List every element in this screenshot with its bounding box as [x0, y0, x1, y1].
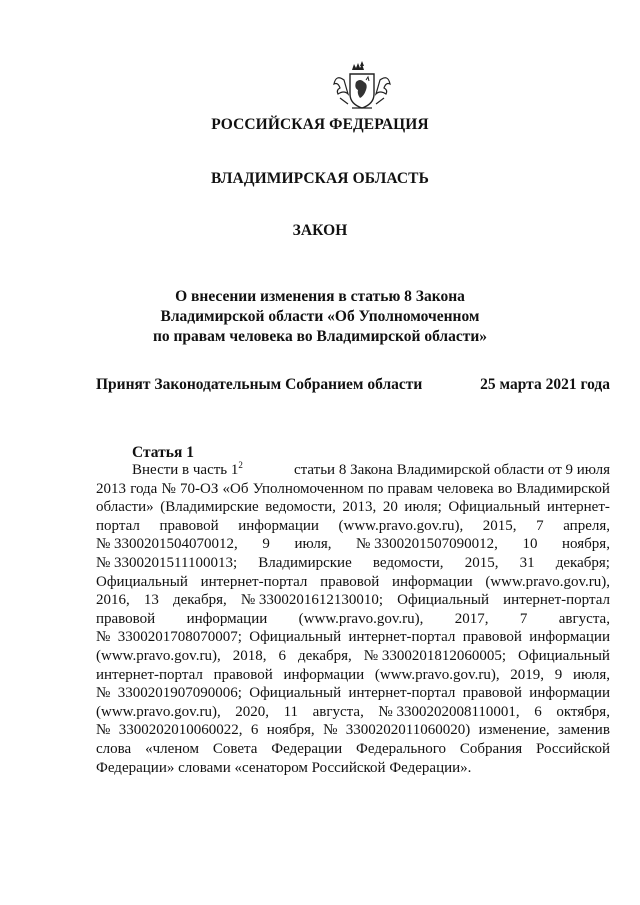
- word: 2019,: [510, 666, 545, 683]
- word: 6: [278, 647, 286, 664]
- word: 3300201907090006;: [117, 685, 242, 702]
- word: области»: [96, 499, 154, 516]
- article-line: [96, 591, 610, 610]
- article-line: [96, 480, 610, 499]
- word: правовой: [320, 573, 380, 590]
- word: человека: [436, 480, 494, 497]
- word: 2013,: [342, 499, 377, 516]
- word: 7: [536, 517, 544, 534]
- word: года: [130, 480, 158, 497]
- word: правовой: [213, 666, 273, 683]
- word: № 3300201504070012,: [96, 536, 238, 553]
- word: Федерального: [356, 740, 447, 757]
- word: ноября,: [266, 722, 315, 739]
- word: Владимирские: [258, 554, 352, 571]
- law-title: [0, 287, 640, 347]
- word: № 3300201812060005;: [363, 647, 507, 664]
- word: слова: [96, 740, 132, 757]
- law-title-line: по правам человека во Владимирской области»: [152, 328, 488, 345]
- law-title-line: Владимирской области «Об Уполномоченном: [160, 308, 480, 325]
- article-line: [96, 517, 610, 536]
- adoption-date: 25 марта 2021 года: [480, 376, 610, 393]
- word: информации: [529, 685, 610, 702]
- article-line: [96, 628, 610, 647]
- word: 2017,: [454, 610, 489, 627]
- word: информации: [529, 629, 610, 646]
- word: № 3300201511100013;: [96, 554, 238, 571]
- word: портал: [96, 517, 140, 534]
- word: 2013: [96, 480, 126, 497]
- word: Официальный: [96, 573, 188, 590]
- word: 7: [519, 610, 528, 627]
- word: интернет-портал: [348, 629, 456, 646]
- word: 2016,: [96, 592, 130, 609]
- word: (www.pravo.gov.ru),: [374, 666, 500, 683]
- word: июля;: [404, 499, 442, 516]
- word: декабря;: [555, 554, 610, 571]
- word: декабря,: [297, 647, 352, 664]
- word: №: [96, 629, 111, 646]
- word: 13: [143, 592, 159, 609]
- article-lines: [96, 480, 610, 759]
- word: 3300202010060022,: [118, 722, 243, 739]
- word: Официальный: [249, 685, 342, 702]
- article-line: [96, 535, 610, 554]
- word: 9: [554, 666, 563, 683]
- word: интернет-портал: [503, 592, 610, 609]
- word: № 3300201612130010;: [240, 592, 384, 609]
- word: 6: [534, 703, 542, 720]
- word: (www.pravo.gov.ru),: [96, 647, 221, 664]
- word: № 3300202008110001,: [378, 703, 520, 720]
- word: 70-ОЗ: [180, 480, 219, 497]
- word: 6: [250, 722, 259, 739]
- word: №: [323, 722, 338, 739]
- word: октября,: [556, 703, 610, 720]
- word: Совета: [212, 740, 258, 757]
- word: по: [367, 480, 384, 497]
- word: 3300202011060020): [345, 722, 471, 739]
- word: Российской: [536, 740, 610, 757]
- word: июля,: [572, 666, 610, 683]
- article-title: Статья 1: [132, 444, 194, 461]
- article-first-line: [96, 461, 610, 480]
- word: №: [96, 722, 111, 739]
- superscript: 2: [238, 460, 243, 470]
- word: 3300201708070007;: [117, 629, 242, 646]
- article-line: [96, 573, 610, 592]
- word: Официальный: [448, 499, 541, 516]
- word: августа,: [312, 703, 364, 720]
- word: Официальный: [397, 592, 490, 609]
- word: интернет-портал: [96, 666, 203, 683]
- word: 11: [283, 703, 299, 720]
- word: 10: [522, 536, 538, 553]
- word: декабря,: [172, 592, 227, 609]
- article-last-line: [96, 759, 610, 778]
- word: ведомости,: [265, 499, 336, 516]
- word: информации: [238, 517, 319, 534]
- country-heading: РОССИЙСКАЯ ФЕДЕРАЦИЯ: [211, 116, 429, 133]
- word: июля,: [294, 536, 332, 553]
- word: заменив: [558, 722, 610, 739]
- word: ноября,: [562, 536, 610, 553]
- word: № 3300201507090012,: [356, 536, 498, 553]
- article-line: [96, 610, 610, 629]
- word: 2020,: [235, 703, 270, 720]
- word: правам: [387, 480, 433, 497]
- word: (Владимирские: [160, 499, 259, 516]
- word: Уполномоченном: [252, 480, 364, 497]
- text-fragment: Внести в часть $1^2$: [132, 460, 243, 478]
- word: «членом: [145, 740, 199, 757]
- article-line: [96, 740, 610, 759]
- word: информации: [186, 610, 268, 627]
- word: 20: [382, 499, 398, 516]
- coat-of-arms-emblem-icon: [330, 60, 394, 112]
- word: информации: [391, 573, 473, 590]
- article-line: [96, 647, 610, 666]
- word: №: [96, 685, 111, 702]
- word: Собрания: [459, 740, 523, 757]
- article-line: [96, 703, 610, 722]
- article-body: [96, 461, 610, 777]
- word: Официальный: [249, 629, 342, 646]
- adopted-by: Принят Законодательным Собранием области: [96, 376, 423, 393]
- word: во: [497, 480, 513, 497]
- document-type-heading: ЗАКОН: [292, 222, 348, 239]
- word: изменение,: [478, 722, 550, 739]
- word: Федерации: [271, 740, 343, 757]
- word: правовой: [96, 610, 156, 627]
- article-line: [96, 684, 610, 703]
- law-title-line: О внесении изменения в статью 8 Закона: [175, 288, 465, 305]
- article-line: [96, 666, 610, 685]
- word: (www.pravo.gov.ru),: [298, 610, 424, 627]
- word: информации: [283, 666, 365, 683]
- article-line: [96, 721, 610, 740]
- word: апреля,: [563, 517, 610, 534]
- word: интернет-портал: [200, 573, 308, 590]
- word: Официальный: [518, 647, 610, 664]
- word: (www.pravo.gov.ru),: [485, 573, 610, 590]
- word: 2018,: [232, 647, 267, 664]
- article-line: [96, 498, 610, 517]
- region-heading: ВЛАДИМИРСКАЯ ОБЛАСТЬ: [211, 170, 429, 187]
- word: ведомости,: [372, 554, 444, 571]
- article-line: [96, 554, 610, 573]
- word: 2015,: [464, 554, 499, 571]
- word: (www.pravo.gov.ru),: [96, 703, 221, 720]
- word: Владимирской: [516, 480, 610, 497]
- word: правовой: [159, 517, 219, 534]
- word: интернет-портал: [348, 685, 456, 702]
- word: 9: [262, 536, 270, 553]
- word: №: [161, 480, 176, 497]
- word: «Об: [222, 480, 249, 497]
- word: правовой: [462, 629, 522, 646]
- word: (www.pravo.gov.ru),: [338, 517, 464, 534]
- word: 2015,: [482, 517, 517, 534]
- word: 31: [519, 554, 535, 571]
- word: правовой: [462, 685, 522, 702]
- word: интернет-: [546, 499, 610, 516]
- word: августа,: [558, 610, 610, 627]
- text-fragment: статьи 8 Закона Владимирской области от 9 июля: [293, 462, 610, 478]
- text-fragment: Федерации» словами «сенатором Российской Федерации».: [96, 759, 472, 776]
